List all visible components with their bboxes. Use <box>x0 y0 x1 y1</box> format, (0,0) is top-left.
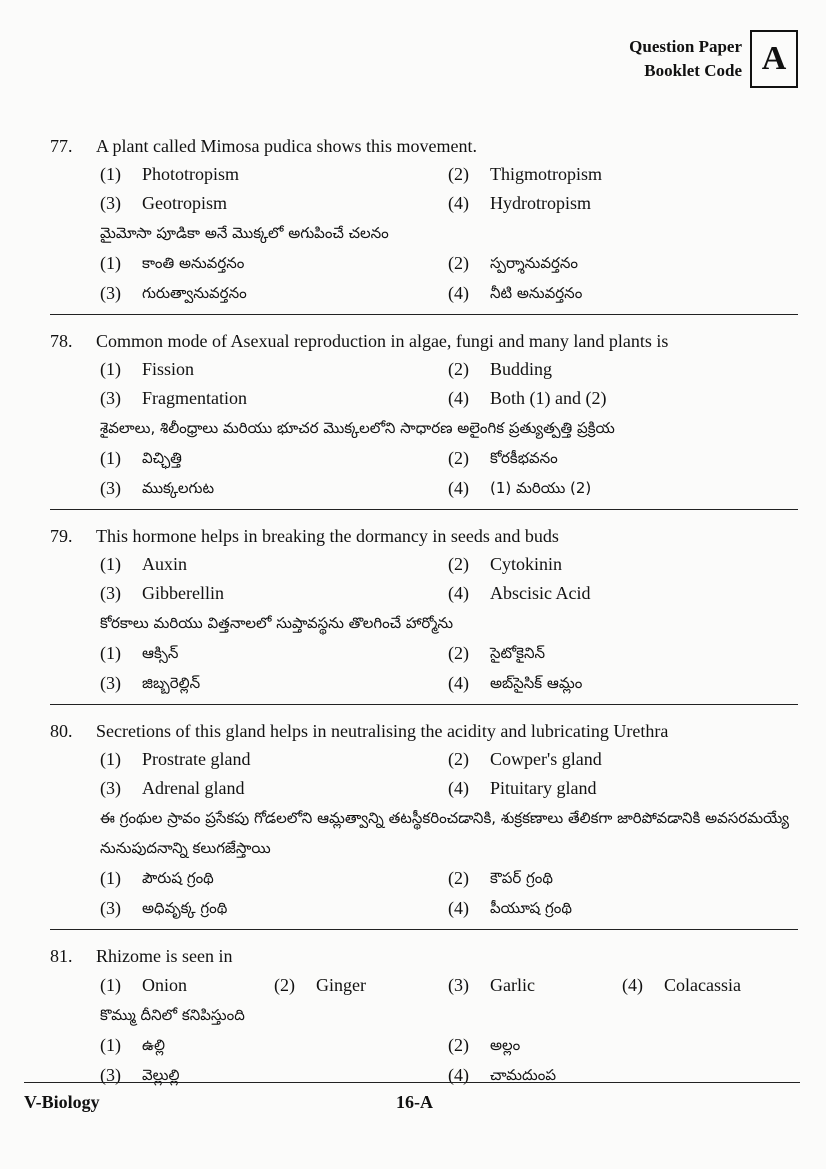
option-text: పౌరుష గ్రంథి <box>142 869 214 887</box>
option-2 <box>448 550 798 579</box>
option-4 <box>448 774 798 803</box>
option-number: (3) <box>100 388 121 408</box>
option-number: (2) <box>448 253 469 273</box>
option-number: (2) <box>448 359 469 379</box>
option-1 <box>100 745 448 774</box>
option-text: జిబ్బరెల్లిన్ <box>142 674 201 692</box>
option-text: స్పర్శానువర్తనం <box>490 254 579 272</box>
option-number: (4) <box>448 583 469 603</box>
option-text: చామదుంప <box>490 1066 557 1084</box>
english-options <box>50 970 798 1000</box>
telugu-option-1 <box>100 863 448 893</box>
faint-background-stamp <box>62 40 252 80</box>
telugu-question-text: శైవలాలు, శిలీంధ్రాలు మరియు భూచర మొక్కలలోని సాధారణ అలైంగిక ప్రత్యుత్పత్తి ప్రక్రియ <box>100 419 615 437</box>
question-77 <box>50 128 798 315</box>
option-text: ముక్కలగుట <box>142 479 215 497</box>
telugu-option-4 <box>448 668 798 698</box>
telugu-option-1 <box>100 248 448 278</box>
option-text: Fission <box>142 359 195 379</box>
booklet-code-label-line2: Booklet Code <box>644 61 742 80</box>
question-81 <box>50 938 798 1096</box>
option-number: (2) <box>448 164 469 184</box>
option-text: (1) మరియు (2) <box>490 479 592 497</box>
telugu-question-text: మైమోసా పూడికా అనే మొక్కలో అగుపించే చలనం <box>100 224 389 242</box>
question-79 <box>50 518 798 705</box>
option-4 <box>622 970 798 1000</box>
option-number: (1) <box>100 868 121 888</box>
option-text: Both (1) and (2) <box>490 388 607 408</box>
question-text: Common mode of Asexual reproduction in algae, fungi and many land plants is <box>96 331 669 351</box>
telugu-option-4 <box>448 473 798 503</box>
telugu-option-3 <box>100 1060 448 1090</box>
option-text: Prostrate gland <box>142 749 251 769</box>
option-number: (1) <box>100 448 121 468</box>
option-2 <box>274 970 448 1000</box>
booklet-code-label <box>629 35 742 83</box>
question-text: Rhizome is seen in <box>96 946 233 966</box>
question-80 <box>50 713 798 930</box>
option-2 <box>448 160 798 189</box>
option-text: కోరకీభవనం <box>490 449 558 467</box>
option-number: (1) <box>100 164 121 184</box>
footer-subject: V-Biology <box>24 1092 100 1112</box>
option-number: (1) <box>100 1035 121 1055</box>
option-4 <box>448 189 798 218</box>
option-text: వెల్లుల్లి <box>142 1066 180 1084</box>
option-3 <box>100 774 448 803</box>
option-number: (3) <box>100 673 121 693</box>
option-text: Fragmentation <box>142 388 247 408</box>
option-number: (3) <box>100 193 121 213</box>
option-number: (2) <box>448 554 469 574</box>
english-options <box>50 160 798 218</box>
question-number: 77. <box>50 136 73 156</box>
option-text: కాంతి అనువర్తనం <box>142 254 245 272</box>
option-2 <box>448 745 798 774</box>
option-text: Cytokinin <box>490 554 563 574</box>
option-number: (4) <box>448 778 469 798</box>
telugu-option-1 <box>100 443 448 473</box>
option-number: (2) <box>448 749 469 769</box>
telugu-options <box>50 1030 798 1090</box>
question-number: 80. <box>50 721 73 741</box>
telugu-options <box>50 248 798 308</box>
option-text: Ginger <box>316 975 366 995</box>
option-number: (3) <box>100 898 121 918</box>
option-text: అధివృక్క గ్రంథి <box>142 899 228 917</box>
option-number: (1) <box>100 253 121 273</box>
question-text: This hormone helps in breaking the dormancy in seeds and buds <box>96 526 559 546</box>
option-text: పీయూష గ్రంథి <box>490 899 572 917</box>
option-3 <box>448 970 622 1000</box>
telugu-question-text: ఈ గ్రంథుల స్రావం ప్రసేకపు గోడలలోని ఆమ్లత్వాన్ని తటస్థీకరించడానికి, శుక్రకణాలు తేలికగా జారిపోవడానికి అవసరమయ్యే నునుపుదనాన్ని కలుగజేస్తాయి <box>100 809 790 857</box>
option-text: Thigmotropism <box>490 164 602 184</box>
option-text: Garlic <box>490 975 535 995</box>
english-options <box>50 550 798 608</box>
option-text: Phototropism <box>142 164 240 184</box>
option-text: Geotropism <box>142 193 227 213</box>
option-1 <box>100 160 448 189</box>
telugu-option-1 <box>100 638 448 668</box>
option-text: Colacassia <box>664 975 741 995</box>
telugu-option-3 <box>100 893 448 923</box>
option-text: గురుత్వానువర్తనం <box>142 284 247 302</box>
option-text: అబ్‌సైసిక్ ఆమ్లం <box>490 674 583 692</box>
option-1 <box>100 970 274 1000</box>
option-text: కౌపర్ గ్రంథి <box>490 869 553 887</box>
question-number: 81. <box>50 946 73 966</box>
option-number: (1) <box>100 554 121 574</box>
telugu-option-4 <box>448 278 798 308</box>
option-number: (4) <box>448 478 469 498</box>
option-number: (2) <box>448 643 469 663</box>
telugu-options <box>50 863 798 923</box>
option-text: నీటి అనువర్తనం <box>490 284 583 302</box>
question-number: 79. <box>50 526 73 546</box>
telugu-option-2 <box>448 248 798 278</box>
option-number: (4) <box>622 975 643 995</box>
option-text: Auxin <box>142 554 187 574</box>
question-text: Secretions of this gland helps in neutralising the acidity and lubricating Urethra <box>96 721 669 741</box>
english-options <box>50 355 798 413</box>
telugu-option-4 <box>448 1060 798 1090</box>
option-number: (1) <box>100 643 121 663</box>
option-text: Adrenal gland <box>142 778 245 798</box>
option-number: (4) <box>448 1065 469 1085</box>
telugu-question-text: కోరకాలు మరియు విత్తనాలలో సుప్తావస్థను తొలగించే హార్మోను <box>100 614 454 632</box>
option-number: (4) <box>448 193 469 213</box>
option-number: (2) <box>448 448 469 468</box>
option-text: Onion <box>142 975 187 995</box>
option-number: (4) <box>448 898 469 918</box>
option-text: Budding <box>490 359 553 379</box>
booklet-code-header <box>629 30 798 88</box>
option-1 <box>100 550 448 579</box>
option-number: (4) <box>448 673 469 693</box>
option-number: (3) <box>100 1065 121 1085</box>
booklet-code-box: A <box>750 30 798 88</box>
option-number: (3) <box>100 583 121 603</box>
option-3 <box>100 189 448 218</box>
question-list <box>50 128 798 1104</box>
option-4 <box>448 579 798 608</box>
footer-page-number: 16-A <box>396 1092 433 1112</box>
telugu-question-text: కొమ్ము దీనిలో కనిపిస్తుంది <box>100 1006 245 1024</box>
english-options <box>50 745 798 803</box>
question-78 <box>50 323 798 510</box>
option-number: (4) <box>448 283 469 303</box>
booklet-code-label-line1: Question Paper <box>629 37 742 56</box>
option-text: అల్లం <box>490 1036 521 1054</box>
option-number: (3) <box>448 975 469 995</box>
option-4 <box>448 384 798 413</box>
question-number: 78. <box>50 331 73 351</box>
telugu-option-2 <box>448 638 798 668</box>
option-number: (3) <box>100 283 121 303</box>
option-number: (2) <box>274 975 295 995</box>
option-3 <box>100 579 448 608</box>
telugu-option-3 <box>100 278 448 308</box>
option-number: (1) <box>100 749 121 769</box>
option-2 <box>448 355 798 384</box>
option-number: (1) <box>100 975 121 995</box>
option-1 <box>100 355 448 384</box>
option-text: ఉల్లి <box>142 1036 165 1054</box>
option-text: Abscisic Acid <box>490 583 591 603</box>
telugu-options <box>50 638 798 698</box>
option-text: ఆక్సిన్ <box>142 644 179 662</box>
option-text: Pituitary gland <box>490 778 597 798</box>
telugu-option-2 <box>448 1030 798 1060</box>
telugu-option-3 <box>100 473 448 503</box>
option-text: Gibberellin <box>142 583 224 603</box>
option-number: (4) <box>448 388 469 408</box>
telugu-options <box>50 443 798 503</box>
option-number: (3) <box>100 478 121 498</box>
option-3 <box>100 384 448 413</box>
question-text: A plant called Mimosa pudica shows this movement. <box>96 136 477 156</box>
option-number: (2) <box>448 868 469 888</box>
option-text: Hydrotropism <box>490 193 591 213</box>
option-number: (3) <box>100 778 121 798</box>
option-text: సైటోకైనిన్ <box>490 644 546 662</box>
option-text: Cowper's gland <box>490 749 602 769</box>
telugu-option-1 <box>100 1030 448 1060</box>
telugu-option-2 <box>448 863 798 893</box>
telugu-option-3 <box>100 668 448 698</box>
telugu-option-2 <box>448 443 798 473</box>
telugu-option-4 <box>448 893 798 923</box>
footer-divider <box>24 1082 800 1083</box>
option-number: (2) <box>448 1035 469 1055</box>
option-text: విచ్ఛిత్తి <box>142 449 182 467</box>
option-number: (1) <box>100 359 121 379</box>
